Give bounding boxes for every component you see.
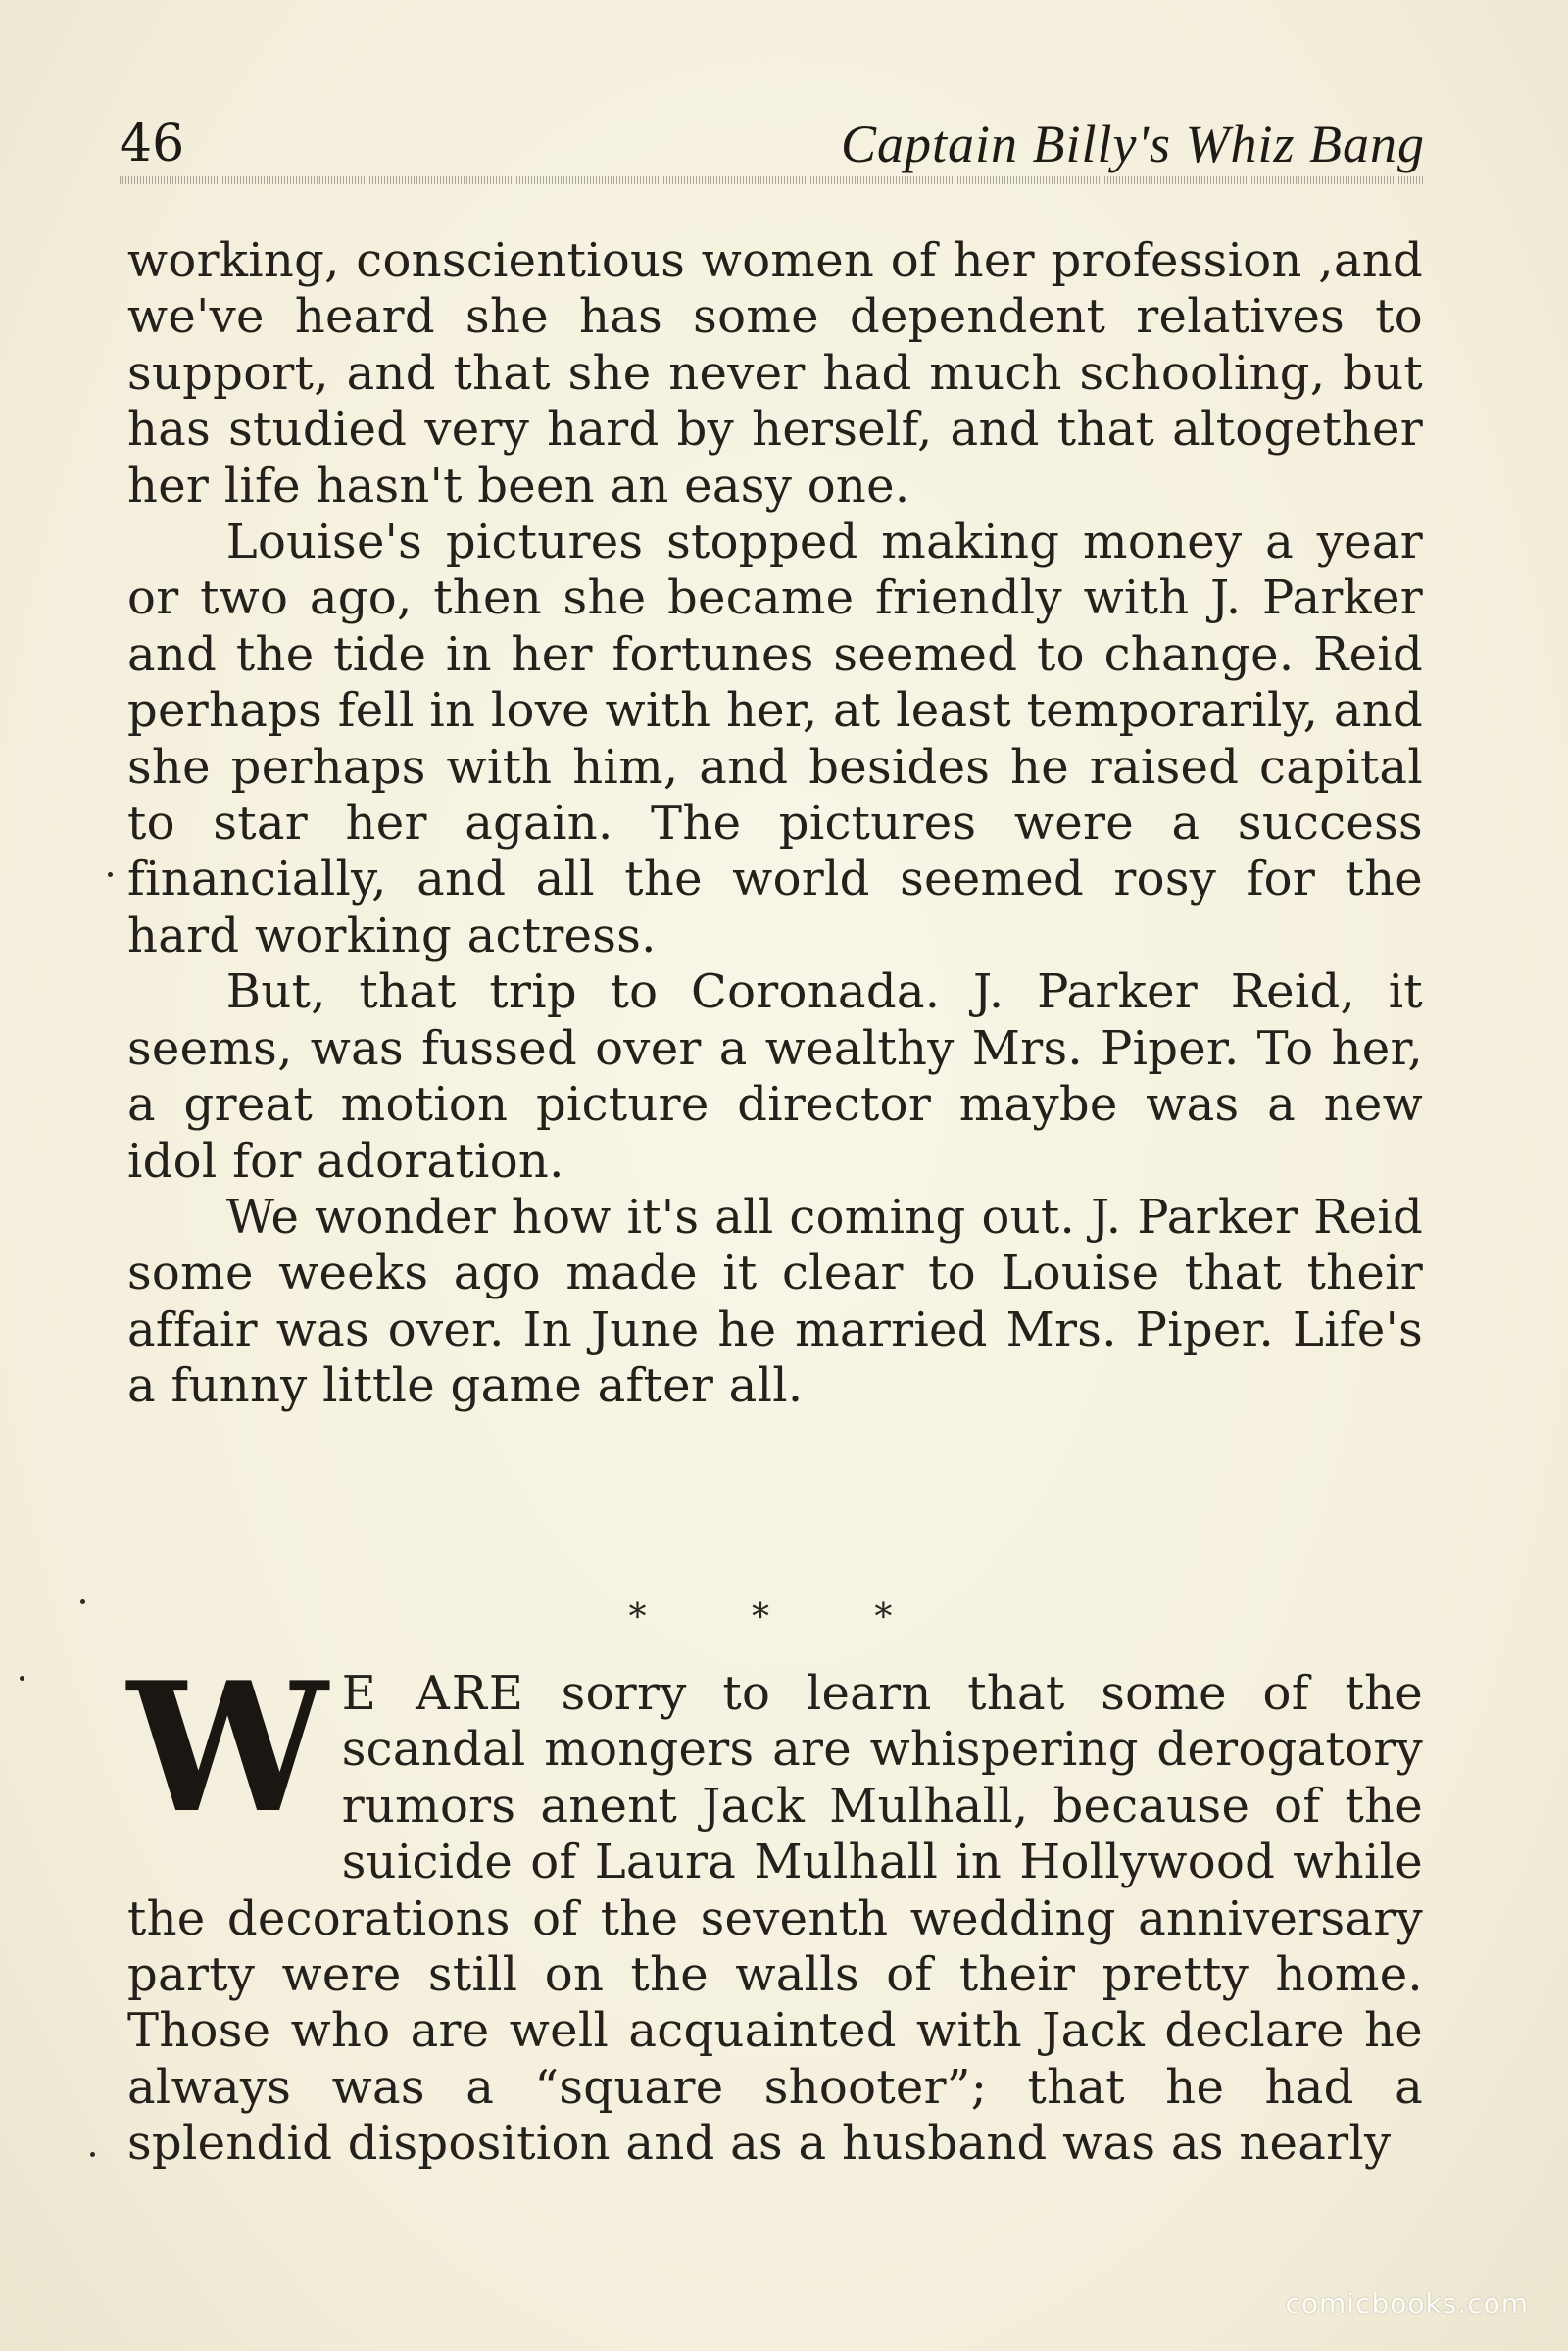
section-text: sorry to learn that some of the scandal mongers are whispering derogatory rumors anent Jack Mulhall, because of the suicide of Laura Mulhall in Hollywood while the decorations of the seventh wedding anniversary party were still on the walls of their pretty home. Those who are well acquainted with Jack declare he always was a “square shooter”; that he had a splendid disposition and as a husband was as nearly (127, 1666, 1424, 2172)
mulhall-section (127, 1642, 1424, 2173)
running-title: Captain Billy's Whiz Bang (840, 115, 1425, 173)
watermark: comicbooks.com (1285, 2287, 1529, 2320)
drop-cap: W (127, 1642, 328, 1852)
print-speck (90, 2152, 95, 2157)
print-speck (108, 872, 113, 877)
header-rule (120, 176, 1423, 184)
print-speck (80, 1599, 85, 1604)
paragraph-louise-pictures: Louise's pictures stopped making money a year or two ago, then she became friendly with J. Parker and the tide in her fortunes seemed to change. Reid perhaps fell in love with her, at least temporarily, and she perhaps with him, and besides he raised capital to star her again. The pictures were a success financially, and all the world seemed rosy for the hard working actress. (127, 514, 1423, 963)
print-speck (20, 1676, 24, 1681)
paragraph-continued: working, conscientious women of her profession ,and we've heard she has some dependent relatives to support, and that she never had much schooling, but has studied very hard by herself, and that altogether her life hasn't been an easy one. (127, 233, 1423, 514)
section-separator: * * * (628, 1597, 940, 1638)
page-number: 46 (120, 115, 185, 173)
paragraph-coronada-trip: But, that trip to Coronada. J. Parker Reid, it seems, was fussed over a wealthy Mrs. Piper. To her, a great motion picture director maybe was a new idol for adoration. (127, 964, 1423, 1189)
page-header (120, 110, 1425, 178)
section-lead: E ARE (341, 1666, 525, 1721)
paragraph-coming-out: We wonder how it's all coming out. J. Parker Reid some weeks ago made it clear to Louise that their affair was over. In June he married Mrs. Piper. Life's a funny little game after all. (127, 1189, 1423, 1414)
article-body (127, 233, 1423, 1415)
